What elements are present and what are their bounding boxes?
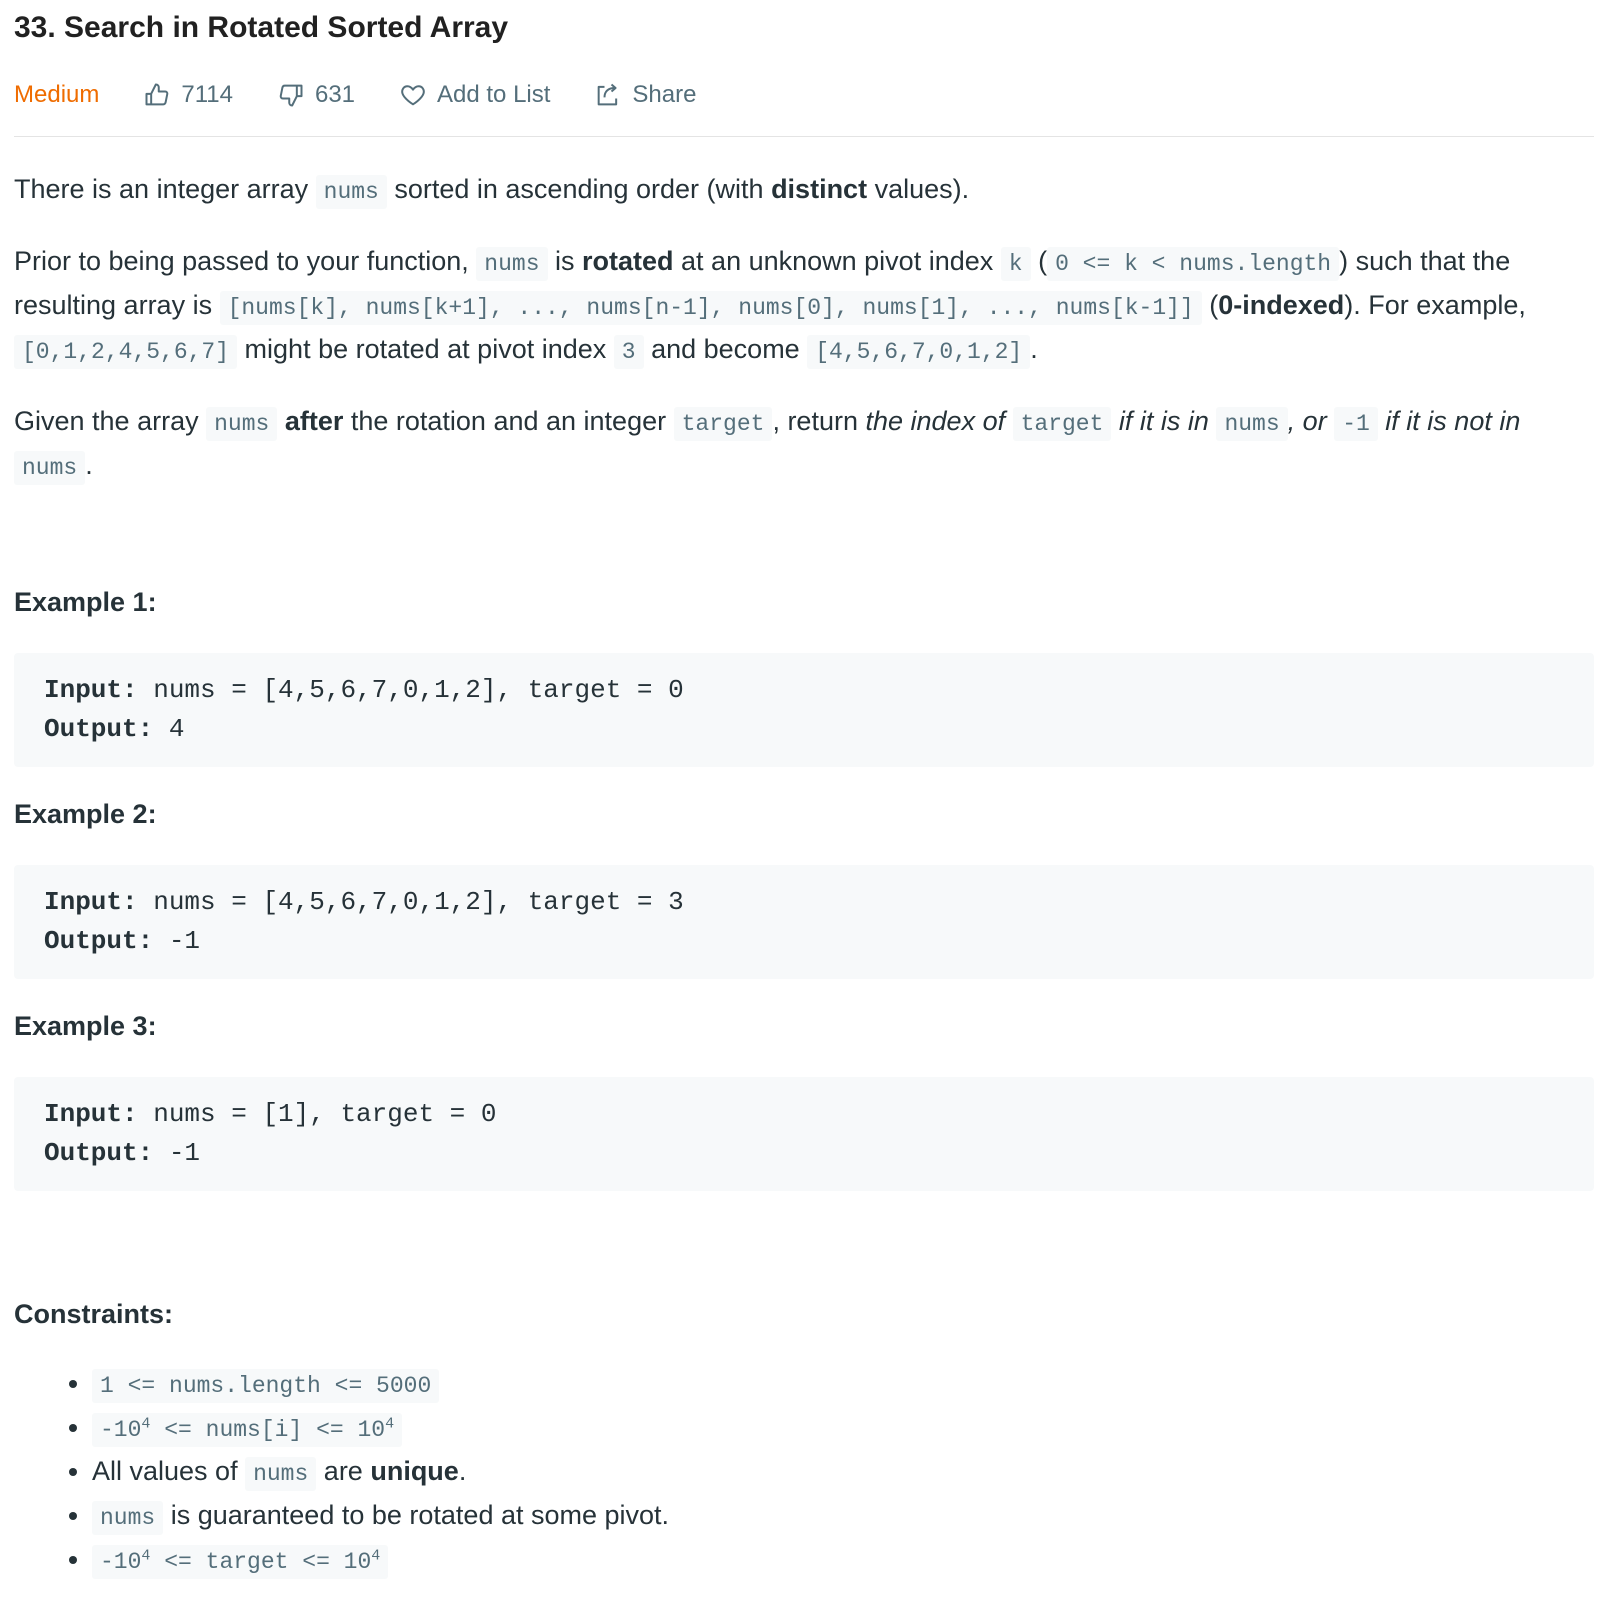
problem-meta-bar <box>14 70 1594 137</box>
example-2-title: Example 2: <box>14 799 157 829</box>
inline-code: nums <box>316 175 387 209</box>
example-3-title: Example 3: <box>14 1011 157 1041</box>
difficulty-badge: Medium <box>14 81 100 108</box>
inline-code: k <box>1001 247 1031 281</box>
example-1-block: Input: nums = [4,5,6,7,0,1,2], target = 0 Output: 4 <box>14 653 1594 767</box>
example-2-block: Input: nums = [4,5,6,7,0,1,2], target = 3 Output: -1 <box>14 865 1594 979</box>
like-button[interactable] <box>143 81 233 109</box>
share-icon <box>594 81 622 109</box>
example-3-block: Input: nums = [1], target = 0 Output: -1 <box>14 1077 1594 1191</box>
list-item <box>92 1363 1594 1407</box>
inline-code: 1 <= nums.length <= 5000 <box>92 1369 439 1403</box>
inline-code: target <box>674 407 773 441</box>
constraints-title: Constraints: <box>14 1299 174 1329</box>
list-item <box>92 1539 1594 1583</box>
inline-code: nums <box>245 1457 316 1491</box>
inline-code: [nums[k], nums[k+1], ..., nums[n-1], nums[0], nums[1], ..., nums[k-1]] <box>220 291 1202 325</box>
inline-code: [0,1,2,4,5,6,7] <box>14 335 237 369</box>
list-item: • nums is guaranteed to be rotated at some pivot. <box>92 1495 1594 1539</box>
inline-code: nums <box>1216 407 1287 441</box>
description-paragraph-3: Given the array nums after the rotation and an integer target , return the index of target if it is in nums , or -1 if it is not in nums . <box>14 401 1594 489</box>
inline-code: nums <box>476 247 547 281</box>
thumbs-down-icon <box>277 81 305 109</box>
inline-code: target <box>1013 407 1112 441</box>
description-paragraph-1: There is an integer array nums sorted in ascending order (with distinct values). <box>14 169 1594 213</box>
example-1-title: Example 1: <box>14 587 157 617</box>
thumbs-up-icon <box>143 81 171 109</box>
share-label: Share <box>632 81 697 108</box>
share-button[interactable] <box>594 81 696 109</box>
inline-code: nums <box>14 451 85 485</box>
inline-code: -1 <box>1334 407 1378 441</box>
inline-code: 0 <= k < nums.length <box>1047 247 1339 281</box>
like-count: 7114 <box>181 81 233 108</box>
heart-icon <box>399 81 427 109</box>
inline-code: nums <box>92 1501 163 1535</box>
inline-code: nums <box>206 407 277 441</box>
list-item <box>92 1407 1594 1451</box>
inline-code: $-10^4$ <= nums[i] <= $10^4$ <box>92 1413 402 1447</box>
list-item: • All values of nums are unique. <box>92 1451 1594 1495</box>
constraints-list <box>14 1363 1594 1583</box>
page-title: 33. Search in Rotated Sorted Array <box>14 11 509 44</box>
add-to-list-label: Add to List <box>437 81 551 108</box>
add-to-list-button[interactable] <box>399 81 550 109</box>
dislike-button[interactable] <box>277 81 355 109</box>
problem-description <box>14 169 1594 1583</box>
inline-code: 3 <box>614 335 644 369</box>
inline-code: [4,5,6,7,0,1,2] <box>807 335 1030 369</box>
inline-code: $-10^4$ <= target <= $10^4$ <box>92 1545 388 1579</box>
dislike-count: 631 <box>314 81 356 108</box>
description-paragraph-2: Prior to being passed to your function, nums is rotated at an unknown pivot index k ( 0 <= k < nums.length ) such that the resulting array is [nums[k], nums[k+1], ..., nums[n-1], nums[0], nums[1], ..., nums[k-1]] (0-indexed). For example, [0,1,2,4,5,6,7] might be rotated at pivot index 3 and become [4,5,6,7,0,1,2] . <box>14 241 1594 373</box>
